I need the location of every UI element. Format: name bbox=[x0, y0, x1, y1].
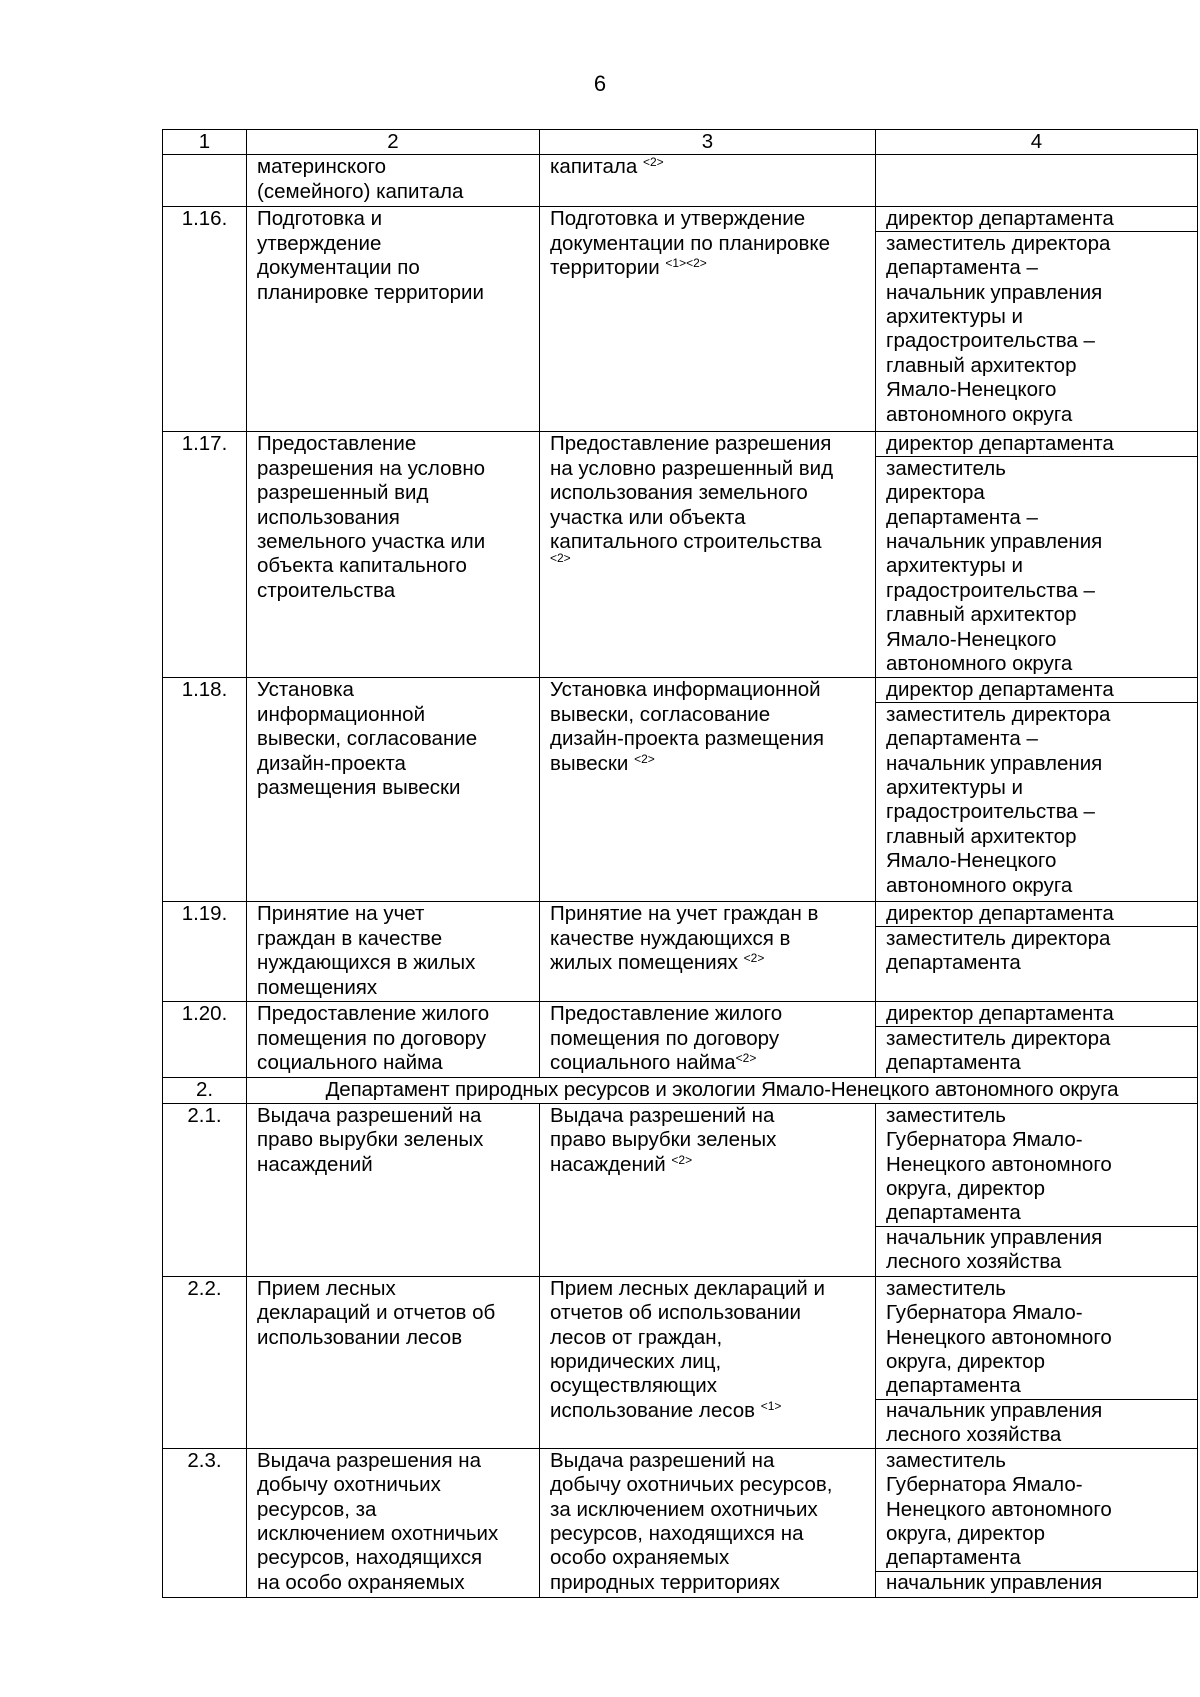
deputy-official: заместитель директора департамента bbox=[886, 926, 1111, 975]
official-cell bbox=[876, 207, 1198, 432]
service-name-cell: Прием лесных деклараций и отчетов об использовании лесов bbox=[247, 1276, 540, 1448]
official-cell bbox=[876, 1276, 1198, 1448]
column-header: 4 bbox=[876, 130, 1198, 155]
primary-official: директор департамента bbox=[886, 902, 1114, 926]
footnote-mark: <2> bbox=[735, 1051, 757, 1066]
service-name-cell: Предоставление разрешения на условно разрешенный вид использования земельного участка или объекта капитального строительства bbox=[247, 432, 540, 678]
primary-official: заместитель Губернатора Ямало- Ненецкого автономного округа, директор департамента bbox=[886, 1103, 1112, 1225]
row-number: 1.18. bbox=[163, 678, 247, 902]
deputy-official: начальник управления лесного хозяйства bbox=[886, 1398, 1103, 1447]
service-description-cell: Предоставление разрешения на условно разрешенный вид использования земельного участка или объекта капитального строительства $^{<2>}$ bbox=[540, 432, 876, 678]
table-row bbox=[163, 1276, 1198, 1448]
service-description-cell: Подготовка и утверждение документации по планировке территории $^{<1><2>}$ bbox=[540, 207, 876, 432]
column-header: 2 bbox=[247, 130, 540, 155]
column-header: 1 bbox=[163, 130, 247, 155]
section-title: Департамент природных ресурсов и экологии Ямало-Ненецкого автономного округа bbox=[247, 1078, 1198, 1103]
footnote-mark: <2> bbox=[743, 951, 765, 966]
primary-official: директор департамента bbox=[886, 1002, 1114, 1026]
service-name-cell: Подготовка и утверждение документации по планировке территории bbox=[247, 207, 540, 432]
primary-official: директор департамента bbox=[886, 207, 1114, 231]
footnote-mark: <2> bbox=[643, 155, 664, 170]
cell-divider bbox=[876, 1226, 1197, 1227]
service-description-cell: Выдача разрешений на право вырубки зеленых насаждений $^{<2>}$ bbox=[540, 1103, 876, 1276]
cell-divider bbox=[876, 231, 1197, 232]
footnote-mark: <2> bbox=[550, 551, 571, 566]
page-number: 6 bbox=[593, 71, 607, 96]
service-name-cell: Установка информационной вывески, согласование дизайн-проекта размещения вывески bbox=[247, 678, 540, 902]
primary-official: заместитель Губернатора Ямало- Ненецкого автономного округа, директор департамента bbox=[886, 1448, 1112, 1570]
service-description-cell: Принятие на учет граждан в качестве нуждающихся в жилых помещениях $^{<2>}$ bbox=[540, 902, 876, 1002]
official-cell bbox=[876, 1448, 1198, 1597]
service-name-cell: Принятие на учет граждан в качестве нуждающихся в жилых помещениях bbox=[247, 902, 540, 1002]
deputy-official: заместитель директора департамента – начальник управления архитектуры и градостроительства – главный архитектор Ямало-Ненецкого автономного округа bbox=[886, 231, 1111, 426]
row-number: 1.19. bbox=[163, 902, 247, 1002]
deputy-official: начальник управления лесного хозяйства bbox=[886, 1225, 1103, 1274]
official-cell bbox=[876, 1103, 1198, 1276]
section-number: 2. bbox=[163, 1078, 247, 1103]
footnote-mark: <1><2> bbox=[665, 256, 707, 271]
table-row bbox=[163, 678, 1198, 902]
service-description-cell: Прием лесных деклараций и отчетов об использовании лесов от граждан, юридических лиц, осуществляющих использование лесов $^{<1>}$ bbox=[540, 1276, 876, 1448]
official-cell bbox=[876, 432, 1198, 678]
service-name-cell: Предоставление жилого помещения по договору социального найма bbox=[247, 1002, 540, 1078]
primary-official: директор департамента bbox=[886, 432, 1114, 456]
cell-divider bbox=[876, 1026, 1197, 1027]
cell-divider bbox=[876, 926, 1197, 927]
service-name-cell: материнского (семейного) капитала bbox=[247, 155, 540, 207]
row-number: 1.16. bbox=[163, 207, 247, 432]
table-row bbox=[163, 155, 1198, 207]
service-name-cell: Выдача разрешения на добычу охотничьих ресурсов, за исключением охотничьих ресурсов, находящихся на особо охраняемых bbox=[247, 1448, 540, 1597]
table-row bbox=[163, 1103, 1198, 1276]
table-row bbox=[163, 207, 1198, 432]
primary-official: директор департамента bbox=[886, 678, 1114, 702]
row-number-cell bbox=[163, 155, 247, 207]
row-number: 2.3. bbox=[163, 1448, 247, 1597]
service-description-cell: капитала $^{<2>}$ bbox=[540, 155, 876, 207]
official-cell bbox=[876, 678, 1198, 902]
table-row bbox=[163, 902, 1198, 1002]
deputy-official: заместитель директора департамента bbox=[886, 1026, 1111, 1075]
official-cell bbox=[876, 1002, 1198, 1078]
table-header-row bbox=[163, 130, 1198, 155]
primary-official: заместитель Губернатора Ямало- Ненецкого автономного округа, директор департамента bbox=[886, 1276, 1112, 1398]
footnote-mark: <2> bbox=[671, 1152, 693, 1167]
official-cell bbox=[876, 902, 1198, 1002]
authority-table bbox=[162, 129, 1198, 1598]
cell-divider bbox=[876, 456, 1197, 457]
cell-divider bbox=[876, 702, 1197, 703]
footnote-mark: <1> bbox=[760, 1398, 782, 1413]
row-number: 2.1. bbox=[163, 1103, 247, 1276]
table-row bbox=[163, 432, 1198, 678]
row-number: 2.2. bbox=[163, 1276, 247, 1448]
cell-divider bbox=[876, 1399, 1197, 1400]
column-header: 3 bbox=[540, 130, 876, 155]
row-number: 1.17. bbox=[163, 432, 247, 678]
service-description-cell: Предоставление жилого помещения по договору социального найма$^{<2>}$ bbox=[540, 1002, 876, 1078]
footnote-mark: <2> bbox=[634, 751, 655, 766]
row-number: 1.20. bbox=[163, 1002, 247, 1078]
service-description-cell: Выдача разрешений на добычу охотничьих ресурсов, за исключением охотничьих ресурсов, находящихся на особо охраняемых природных территориях bbox=[540, 1448, 876, 1597]
service-name-cell: Выдача разрешений на право вырубки зеленых насаждений bbox=[247, 1103, 540, 1276]
deputy-official: начальник управления bbox=[886, 1570, 1103, 1594]
official-cell bbox=[876, 155, 1198, 207]
service-description-cell: Установка информационной вывески, согласование дизайн-проекта размещения вывески $^{<2>}$ bbox=[540, 678, 876, 902]
section-row bbox=[163, 1078, 1198, 1103]
deputy-official: заместитель директора департамента – начальник управления архитектуры и градостроительства – главный архитектор Ямало-Ненецкого автономного округа bbox=[886, 702, 1111, 897]
cell-divider bbox=[876, 1571, 1197, 1572]
deputy-official: заместитель директора департамента – начальник управления архитектуры и градостроительства – главный архитектор Ямало-Ненецкого автономного округа bbox=[886, 456, 1103, 676]
table-row bbox=[163, 1448, 1198, 1597]
table-row bbox=[163, 1002, 1198, 1078]
